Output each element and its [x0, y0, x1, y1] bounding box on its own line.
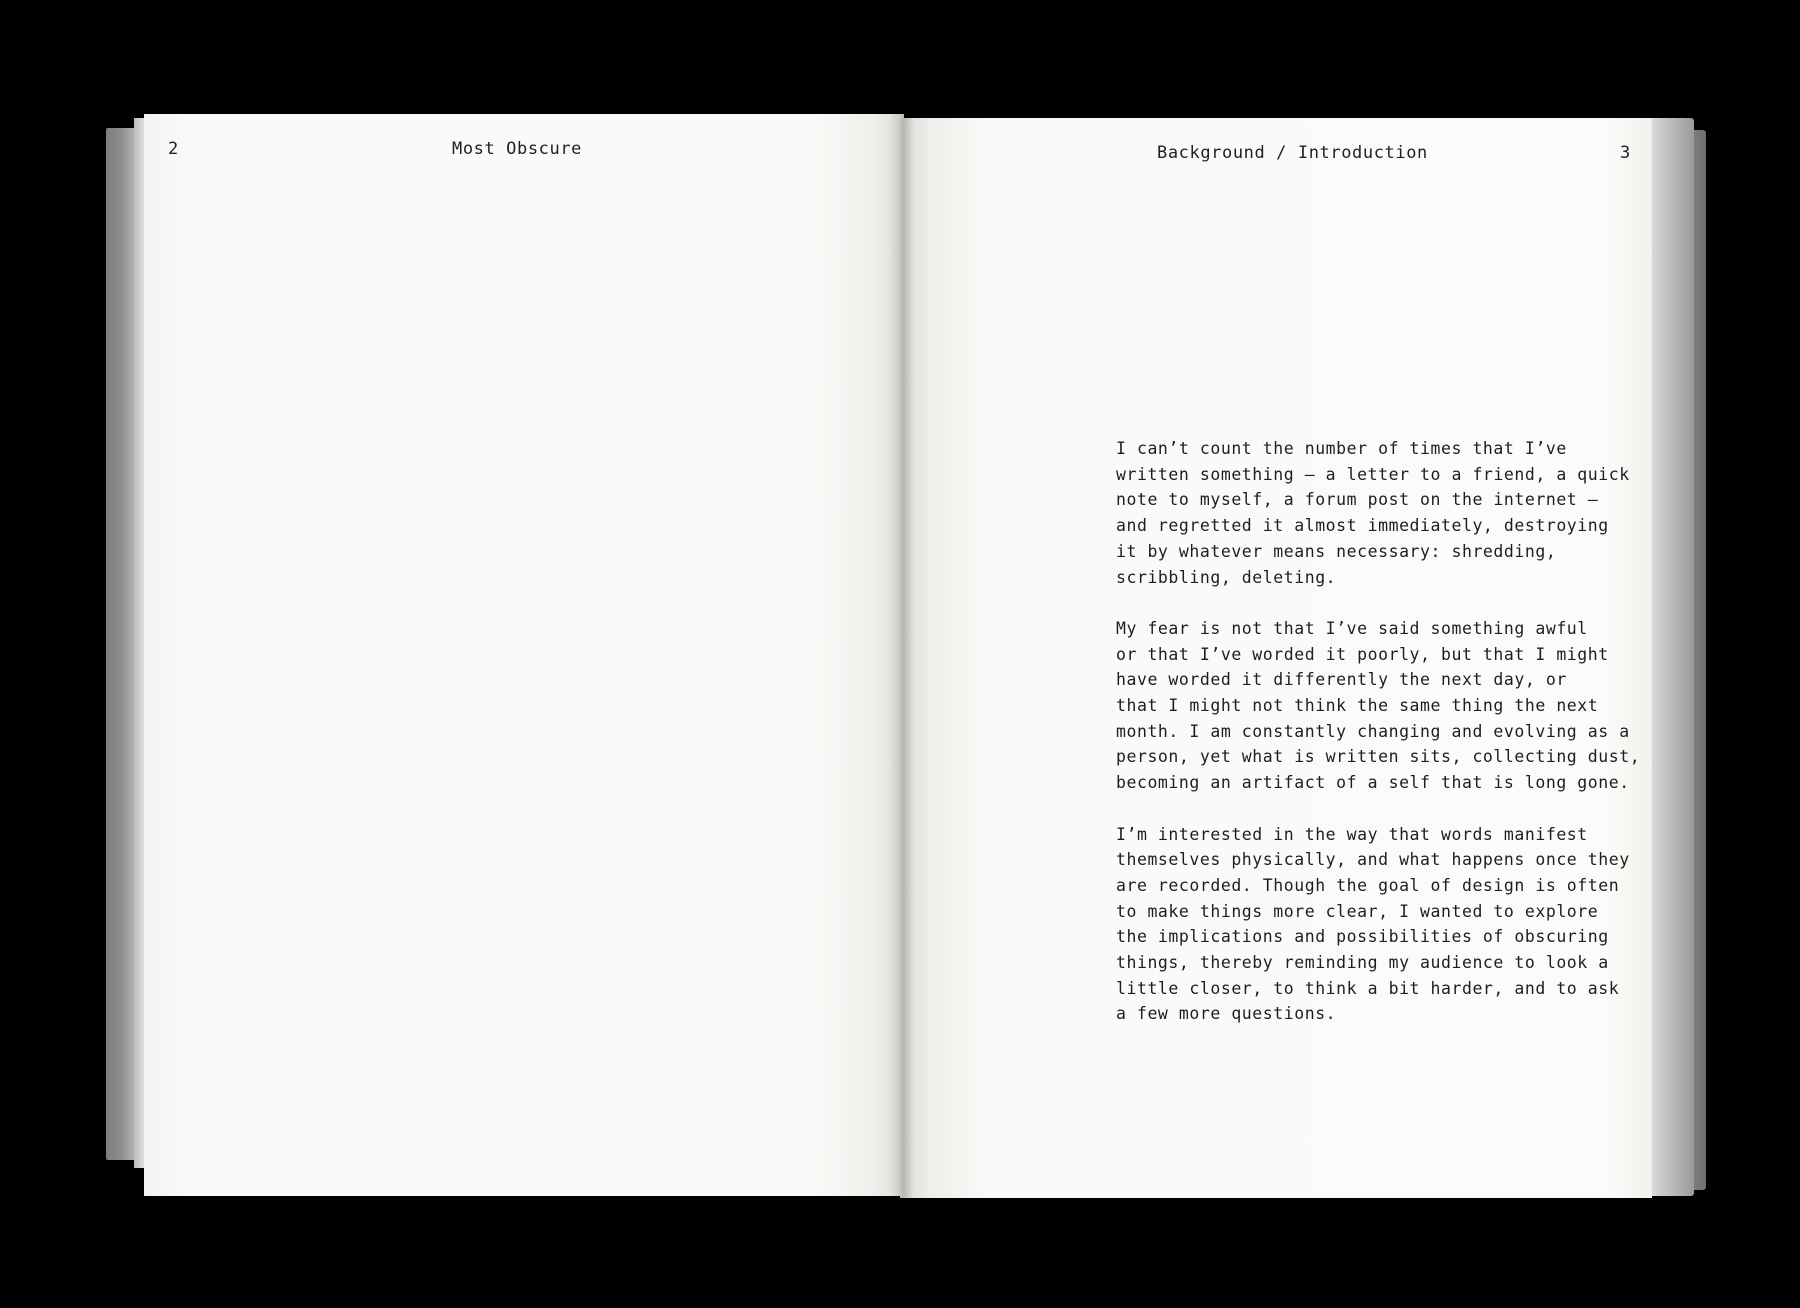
text-line: written something — a letter to a friend, a quick — [1116, 464, 1630, 484]
text-line: that I might not think the same thing the next — [1116, 696, 1599, 716]
text-line: little closer, to think a bit harder, and to ask — [1116, 978, 1620, 998]
right-running-header: Background / Introduction — [1157, 143, 1428, 163]
text-line: have worded it differently the next day, or — [1116, 670, 1567, 690]
paragraph-3 — [1116, 822, 1636, 1028]
text-line: I can’t count the number of times that I’ve — [1116, 439, 1567, 458]
text-line: themselves physically, and what happens once they — [1116, 850, 1630, 870]
text-line: and regretted it almost immediately, destroying — [1116, 516, 1609, 536]
text-line: or that I’ve worded it poorly, but that I might — [1116, 644, 1609, 664]
left-page — [144, 114, 904, 1196]
text-line: My fear is not that I’ve said something awful — [1116, 618, 1588, 638]
paragraph-2 — [1116, 616, 1641, 796]
text-line: I’m interested in the way that words manifest — [1116, 824, 1588, 844]
paragraph-1 — [1116, 436, 1636, 590]
text-line: month. I am constantly changing and evolving as a — [1116, 721, 1630, 741]
text-line: it by whatever means necessary: shredding, — [1116, 541, 1557, 561]
text-line: becoming an artifact of a self that is long gone. — [1116, 773, 1630, 793]
text-line: are recorded. Though the goal of design is often — [1116, 875, 1620, 895]
body-text — [1116, 436, 1641, 1053]
text-line: to make things more clear, I wanted to explore — [1116, 901, 1599, 921]
text-line: note to myself, a forum post on the internet — — [1116, 490, 1599, 510]
text-line: things, thereby reminding my audience to look a — [1116, 953, 1609, 973]
spine-gutter — [890, 114, 914, 1198]
right-page-number: 3 — [1620, 143, 1631, 163]
text-line: the implications and possibilities of obscuring — [1116, 927, 1609, 947]
text-line: person, yet what is written sits, collecting dust, — [1116, 747, 1641, 767]
left-page-number: 2 — [168, 139, 179, 159]
left-running-header: Most Obscure — [452, 139, 583, 159]
text-line: a few more questions. — [1116, 1004, 1337, 1024]
text-line: scribbling, deleting. — [1116, 567, 1337, 587]
